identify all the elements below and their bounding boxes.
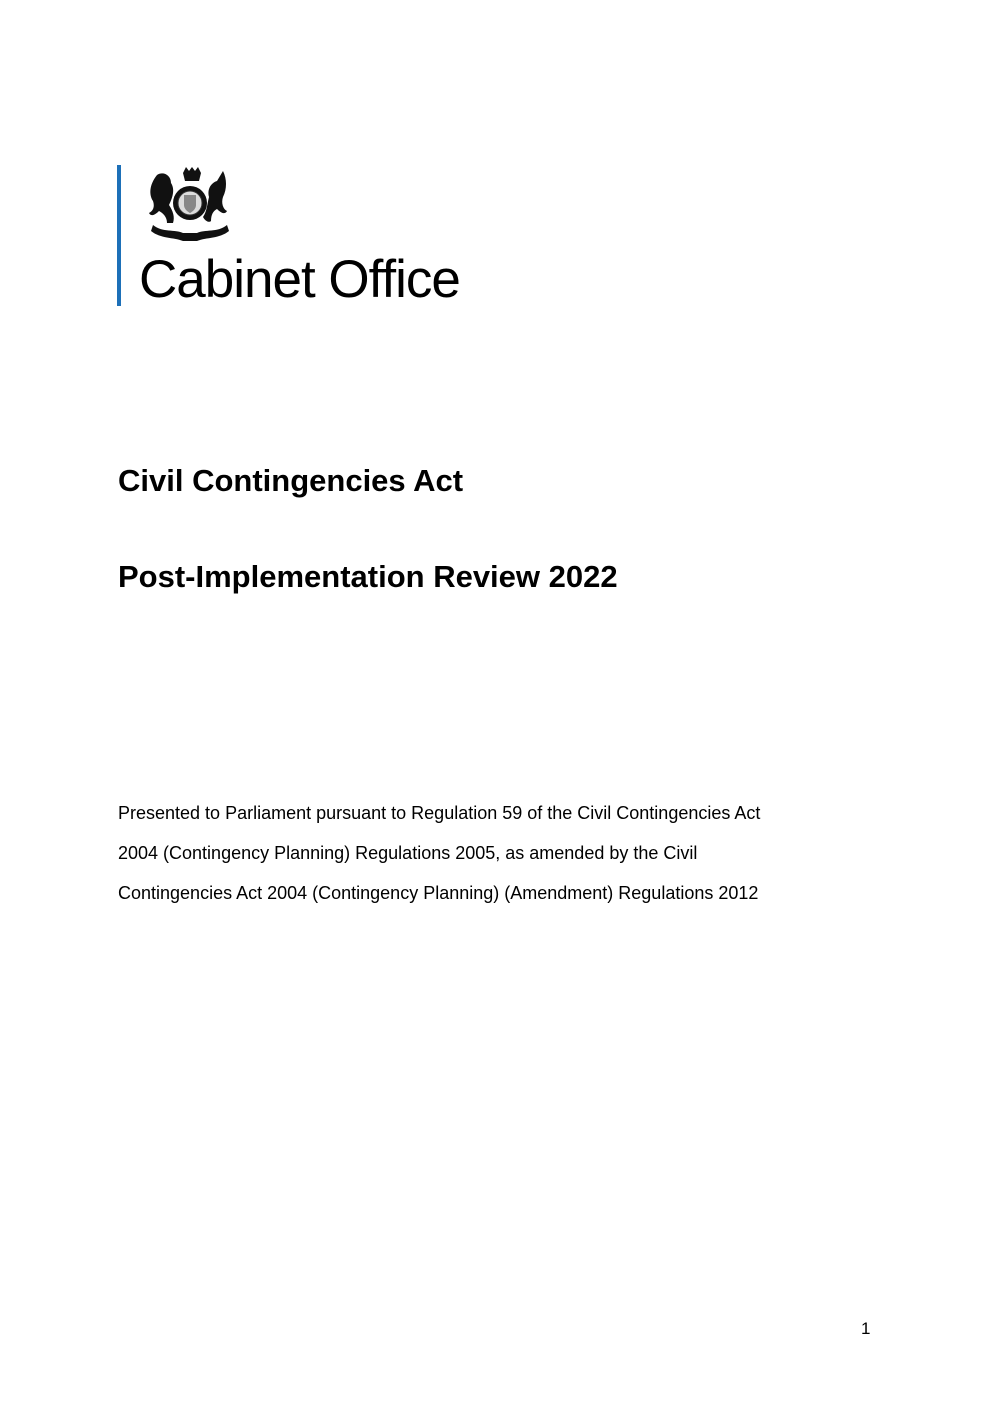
document-subtitle: Post-Implementation Review 2022 — [118, 559, 618, 594]
presentation-statement — [118, 793, 878, 913]
page-number: 1 — [861, 1319, 871, 1338]
document-title: Civil Contingencies Act — [118, 463, 464, 498]
royal-coat-of-arms-icon — [139, 165, 239, 245]
statement-line: Contingencies Act 2004 (Contingency Planning) (Amendment) Regulations 2012 — [118, 883, 759, 903]
logo-accent-bar — [117, 165, 121, 306]
statement-line: Presented to Parliament pursuant to Regulation 59 of the Civil Contingencies Act — [118, 803, 761, 823]
organisation-name: Cabinet Office — [139, 250, 460, 309]
statement-line: 2004 (Contingency Planning) Regulations 2005, as amended by the Civil — [118, 843, 698, 863]
cabinet-office-logo — [117, 165, 497, 307]
